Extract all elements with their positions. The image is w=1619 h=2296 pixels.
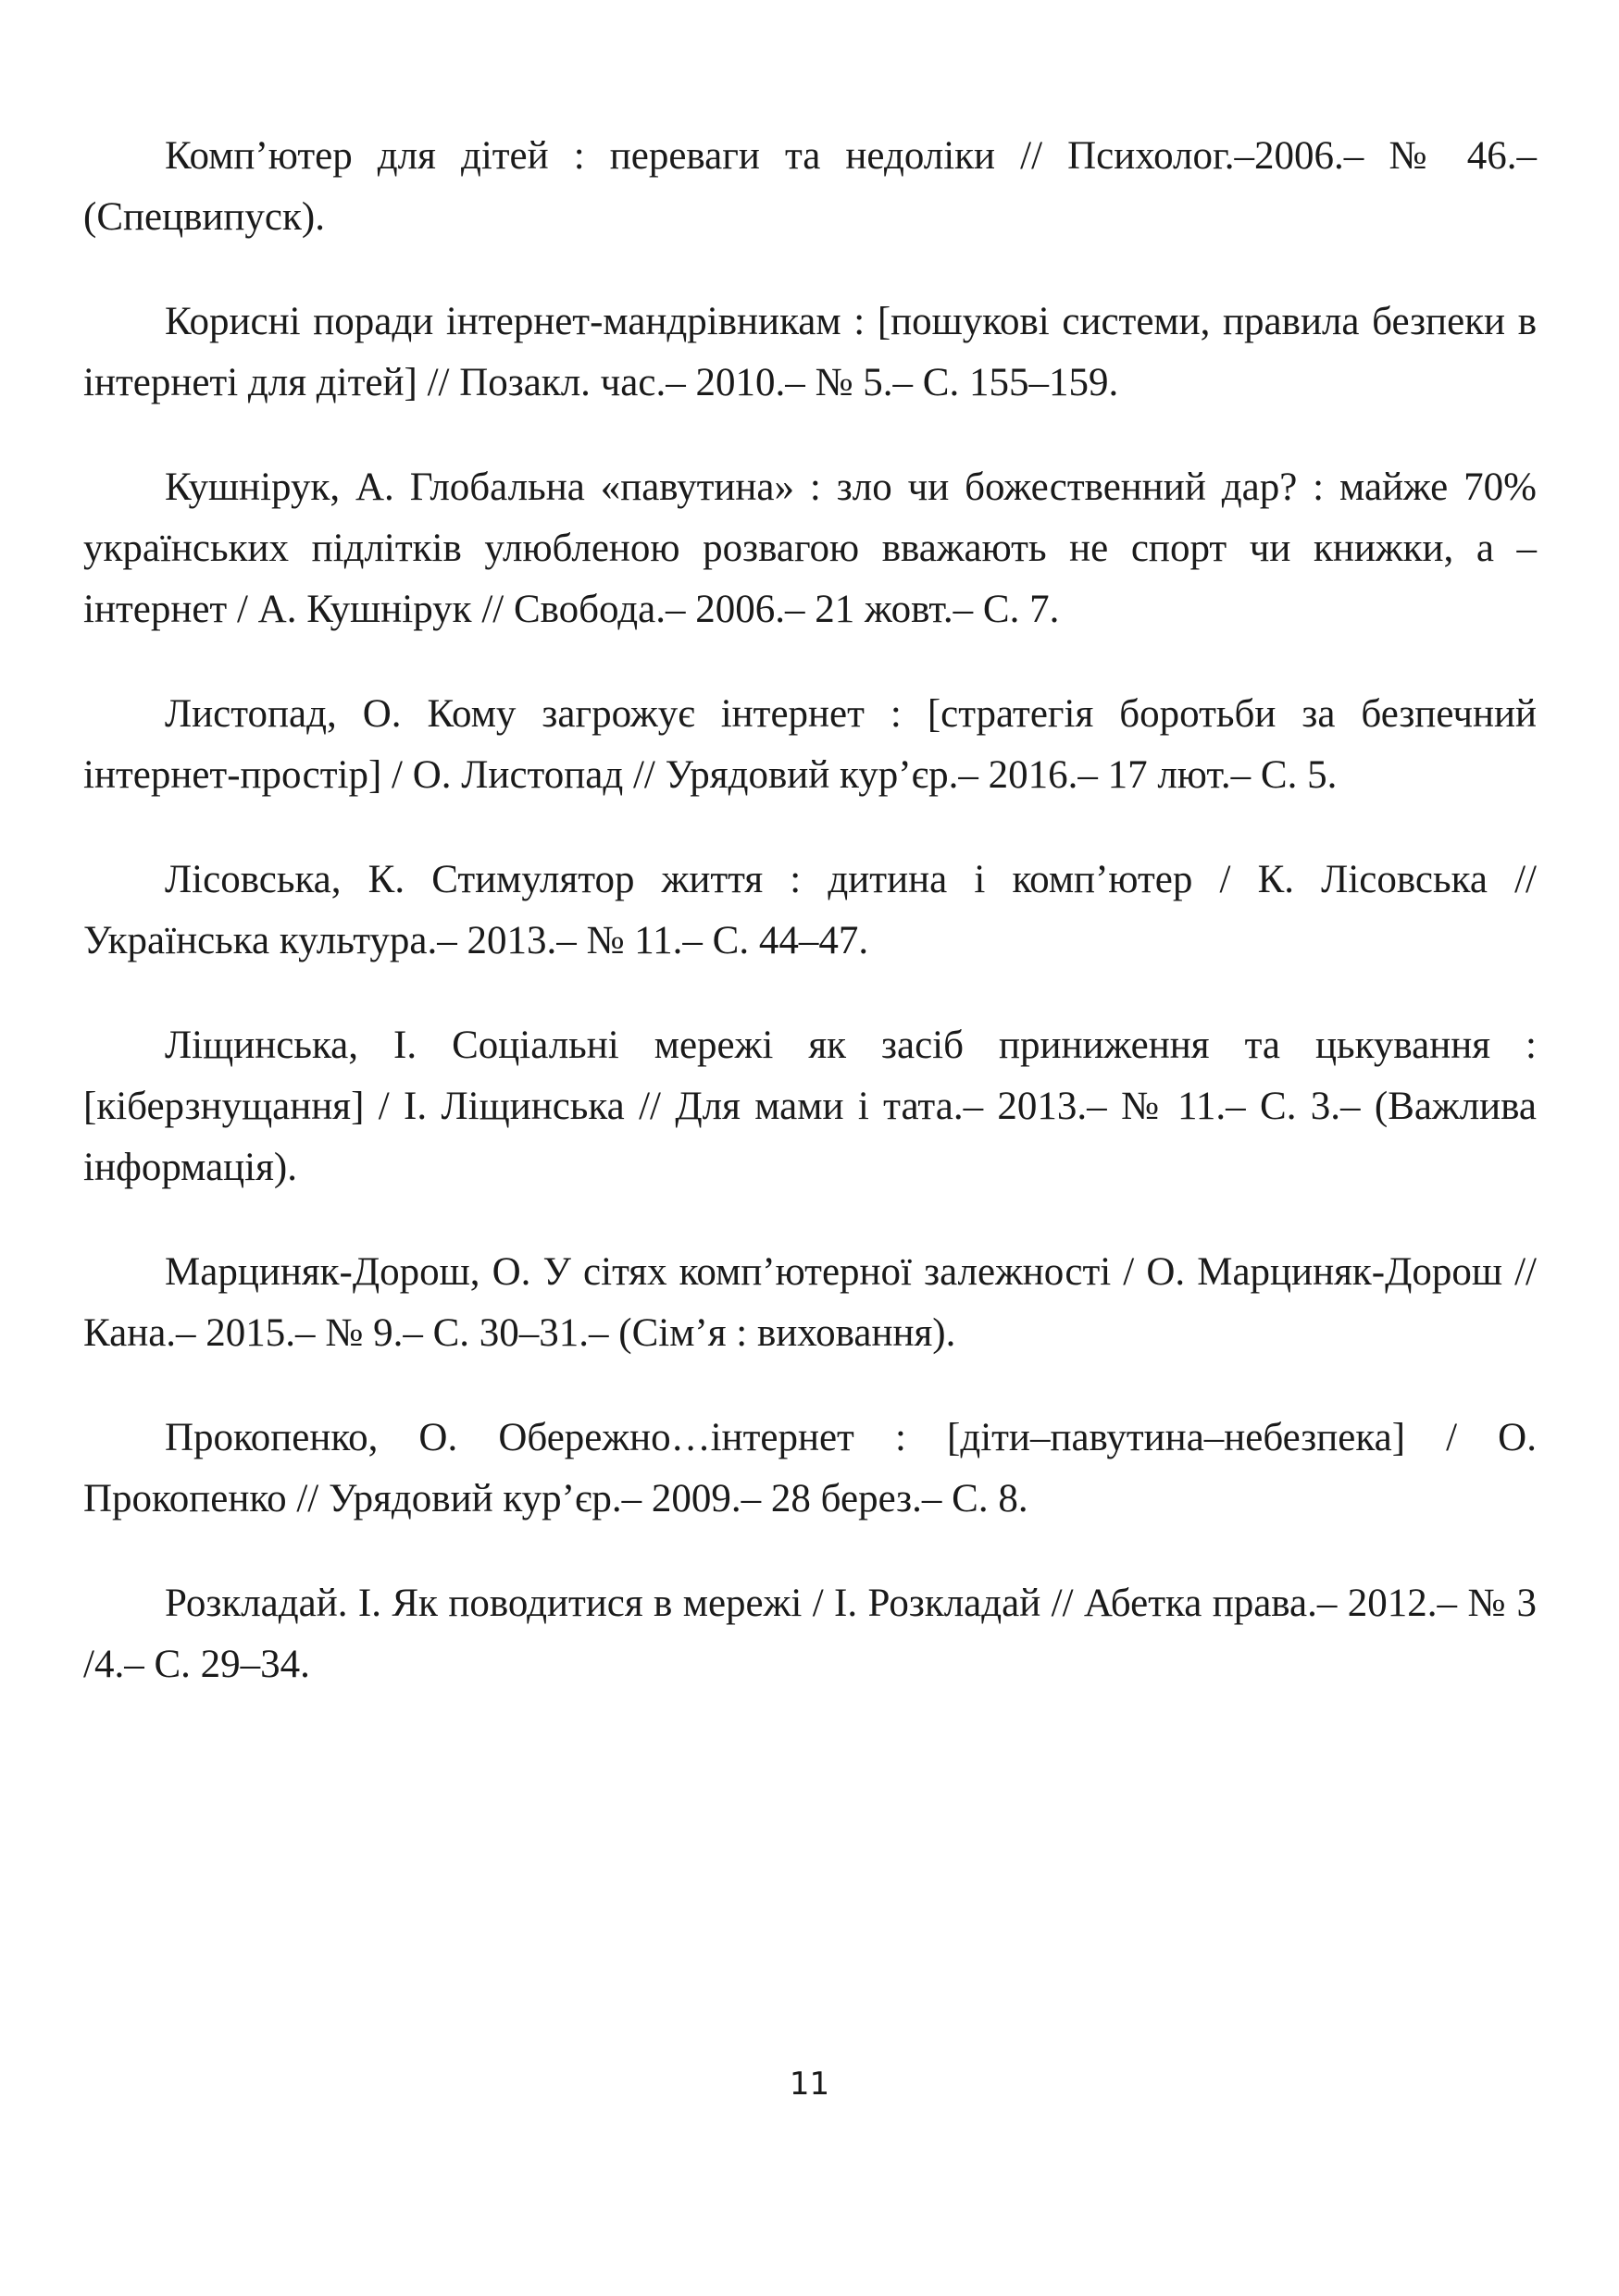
bibliography-entry: Прокопенко, О. Обережно…інтернет : [діти–павутина–небезпека] / О. Прокопенко // Урядовий кур’єр.– 2009.– 28 берез.– С. 8. [83, 1416, 1537, 1520]
bibliography-entry: Ліщинська, І. Соціальні мережі як засіб приниження та цькування : [кіберзнущання] / І. Ліщинська // Для мами і тата.– 2013.– № 11.– С. 3.– (Важлива інформація). [83, 1024, 1537, 1189]
bibliography-entry: Комп’ютер для дітей : переваги та недоліки // Психолог.–2006.– № 46.– (Спецвипуск). [83, 134, 1537, 239]
bibliography-entry: Розкладай. І. Як поводитися в мережі / І. Розкладай // Абетка права.– 2012.– № 3 /4.– С. 29–34. [83, 1582, 1537, 1686]
bibliography-list [83, 126, 1537, 1739]
bibliography-entry: Лісовська, К. Стимулятор життя : дитина і комп’ютер / К. Лісовська // Українська культура.– 2013.– № 11.– С. 44–47. [83, 858, 1537, 962]
bibliography-entry: Листопад, О. Кому загрожує інтернет : [стратегія боротьби за безпечний інтернет-простір] / О. Листопад // Урядовий кур’єр.– 2016.– 17 лют.– С. 5. [83, 692, 1537, 797]
bibliography-entry: Кушнірук, А. Глобальна «павутина» : зло чи божественний дар? : майже 70% українських підлітків улюбленою розвагою вважають не спорт чи книжки, а – інтернет / А. Кушнірук // Свобода.– 2006.– 21 жовт.– С. 7. [83, 465, 1537, 631]
bibliography-entry: Корисні поради інтернет-мандрівникам : [пошукові системи, правила безпеки в інтернеті для дітей] // Позакл. час.– 2010.– № 5.– С. 155–159. [83, 300, 1537, 404]
bibliography-entry: Марциняк-Дорош, О. У сітях комп’ютерної залежності / О. Марциняк-Дорош // Кана.– 2015.– № 9.– С. 30–31.– (Сім’я : виховання). [83, 1250, 1537, 1355]
page-number: 11 [789, 2066, 830, 2103]
